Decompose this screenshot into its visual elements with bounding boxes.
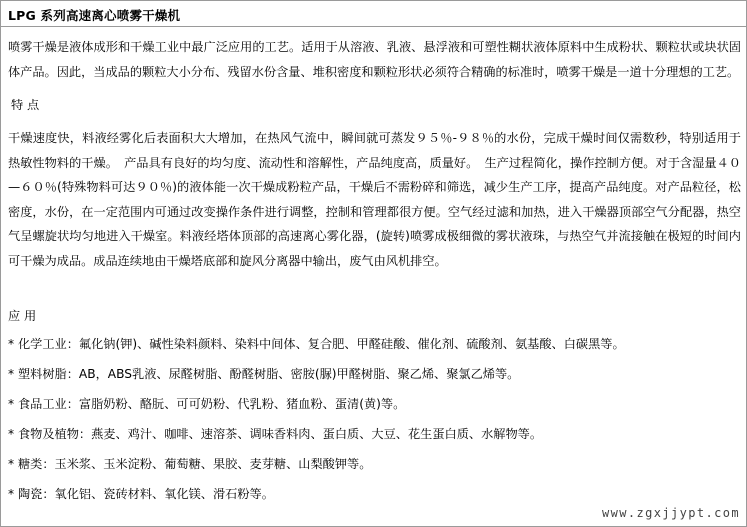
application-item-chemical: * 化学工业：氟化钠(钾)、碱性染料颜料、染料中间体、复合肥、甲醛硅酸、催化剂、硫酸剂、氨基酸、白碳黑等。 <box>8 337 625 351</box>
site-watermark: www.zgxjjypt.com <box>602 506 740 520</box>
application-item-plastics: * 塑料树脂：AB，ABS乳液、尿醛树脂、酚醛树脂、密胺(脲)甲醛树脂、聚乙烯、聚氯乙烯等。 <box>8 367 520 381</box>
intro-paragraph: 喷雾干燥是液体成形和干燥工业中最广泛应用的工艺。适用于从溶液、乳液、悬浮液和可塑性糊状液体原料中生成粉状、颗粒状或块状固体产品。因此，当成品的颗粒大小分布、残留水份含量、堆积密度和颗粒形状必须符合精确的标准时，喷雾干燥是一道十分理想的工艺。 <box>8 40 741 79</box>
features-paragraph: 干燥速度快，料液经雾化后表面积大大增加，在热风气流中，瞬间就可蒸发９５％-９８％的水份，完成干燥时间仅需数秒，特别适用于热敏性物料的干燥。 产品具有良好的均匀度、流动性和溶解性，产品纯度高，质量好。 生产过程简化，操作控制方便。对于含湿量４０—６０％(特殊物料可达９０％)的液体能一次干燥成粉粒产品，干燥后不需粉碎和筛选，减少生产工序，提高产品纯度。对产品粒径，松密度，水份，在一定范围内可通过改变操作条件进行调整，控制和管理都很方便。空气经过滤和加热，进入干燥器顶部空气分配器，热空气呈螺旋状均匀地进入干燥室。料液经塔体顶部的高速离心雾化器，(旋转)喷雾成极细微的雾状液珠，与热空气并流接触在极短的时间内可干燥为成品。成品连续地由干燥塔底部和旋风分离器中输出，废气由风机排空。 <box>8 131 741 268</box>
application-item-plants: * 食物及植物：燕麦、鸡汁、咖啡、速溶茶、调味香料肉、蛋白质、大豆、花生蛋白质、水解物等。 <box>8 427 543 441</box>
features-heading: 特 点 <box>11 98 40 112</box>
application-item-sugars: * 糖类：玉米浆、玉米淀粉、葡萄糖、果胶、麦芽糖、山梨酸钾等。 <box>8 457 372 471</box>
applications-heading: 应 用 <box>8 309 37 323</box>
application-item-food: * 食品工业：富脂奶粉、酪朊、可可奶粉、代乳粉、猪血粉、蛋清(黄)等。 <box>8 397 406 411</box>
application-item-ceramics: * 陶瓷：氧化铝、瓷砖材料、氧化镁、滑石粉等。 <box>8 487 274 501</box>
title-row <box>1 1 746 27</box>
page-title: LPG 系列高速离心喷雾干燥机 <box>8 8 181 23</box>
